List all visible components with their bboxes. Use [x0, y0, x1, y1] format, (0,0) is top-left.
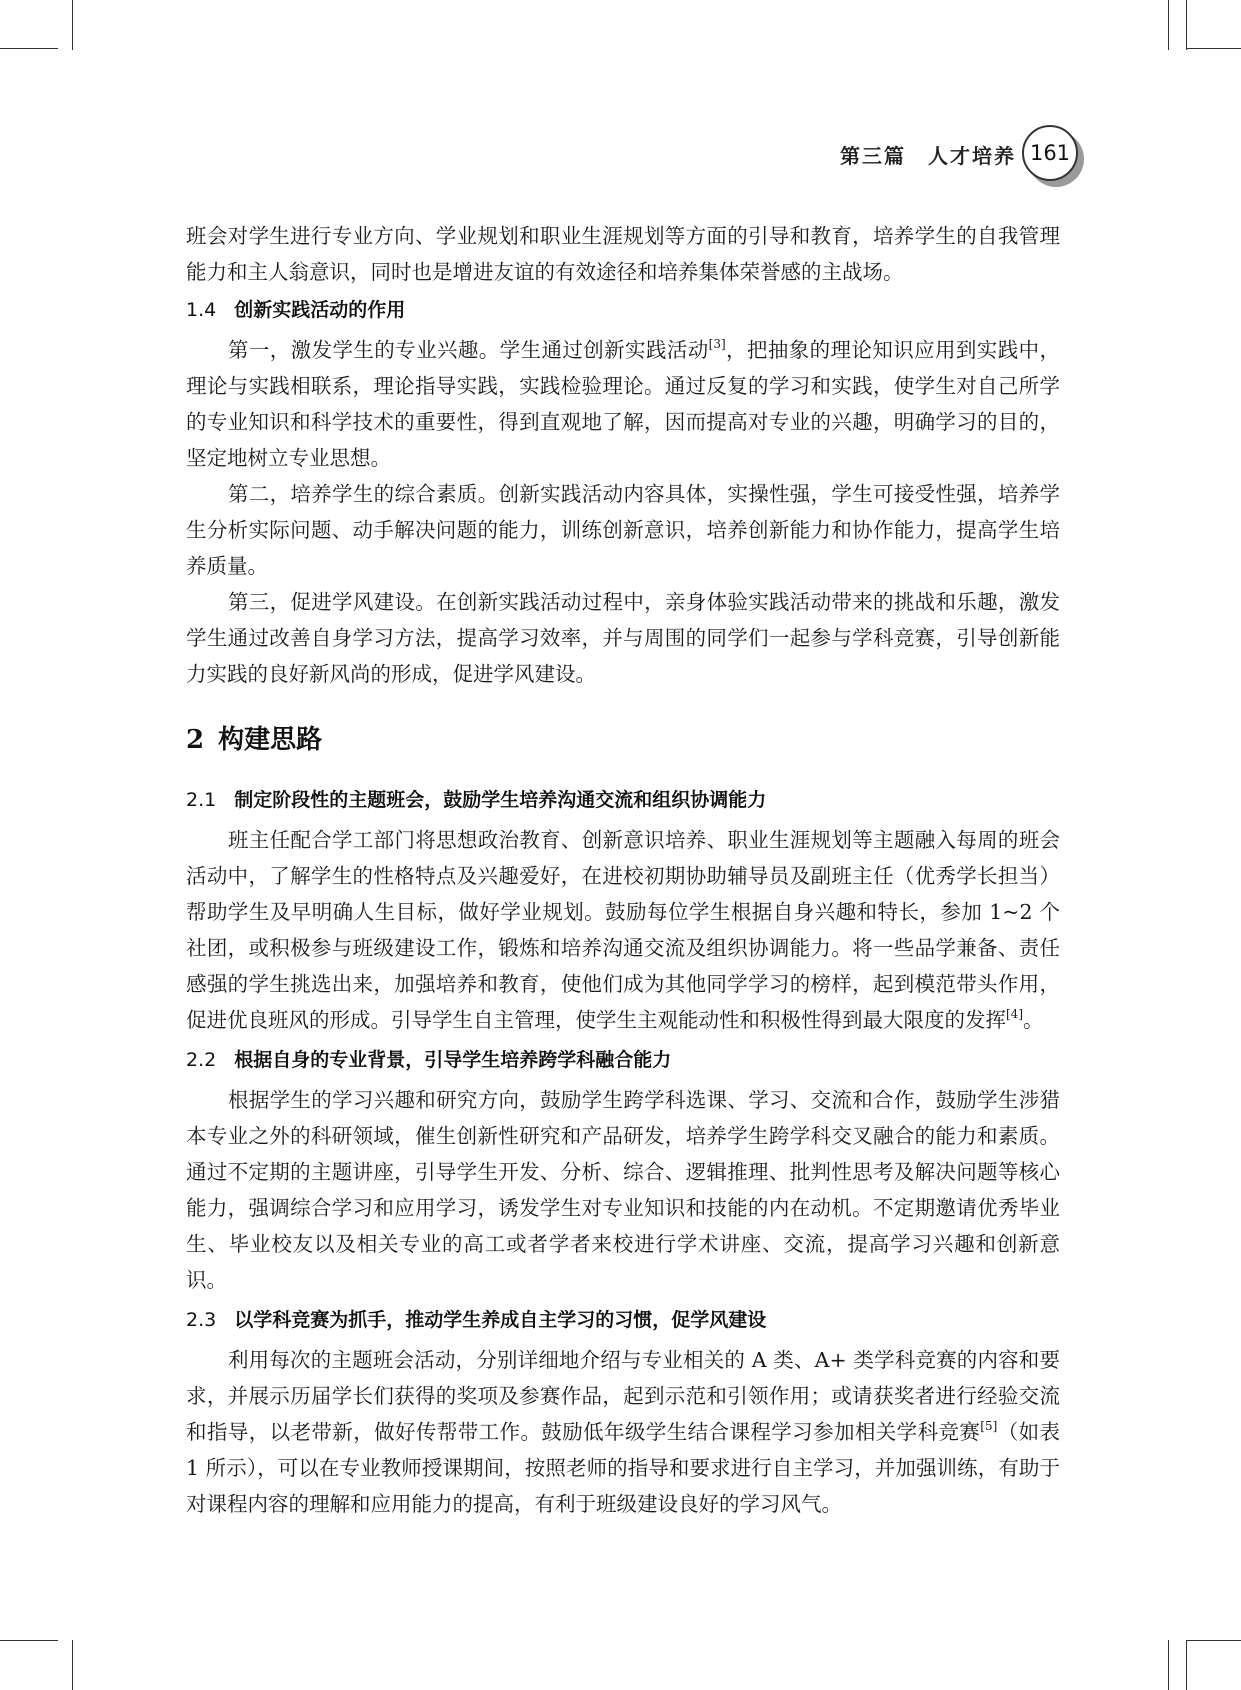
page-body	[186, 218, 1060, 1522]
citation-ref: [5]	[980, 1419, 998, 1433]
paragraph	[186, 332, 1060, 476]
crop-mark-top-right-h	[1186, 48, 1241, 49]
paragraph: 根据学生的学习兴趣和研究方向，鼓励学生跨学科选课、学习、交流和合作，鼓励学生涉猎本专业之外的科研领域，催生创新性研究和产品研发，培养学生跨学科交叉融合的能力和素质。通过不定期的主题讲座，引导学生开发、分析、综合、逻辑推理、批判性思考及解决问题等核心能力，强调综合学习和应用学习，诱发学生对专业知识和技能的内在动机。不定期邀请优秀毕业生、毕业校友以及相关专业的高工或者学者来校进行学术讲座、交流，提高学习兴趣和创新意识。	[186, 1088, 1060, 1292]
chapter-number: 2	[186, 725, 205, 755]
paragraph	[186, 822, 1060, 1038]
section-number: 2.3	[186, 1309, 217, 1331]
paragraph-text: 利用每次的主题班会活动，分别详细地介绍与专业相关的 A 类、A+ 类学科竞赛的内容和要求，并展示历届学长们获得的奖项及参赛作品，起到示范和引领作用；或请获奖者进行经验交流和指导，以老带新，做好传帮带工作。鼓励低年级学生结合课程学习参加相关学科竞赛	[186, 1348, 1060, 1444]
chapter-heading-2	[186, 720, 1060, 760]
section-title: 创新实践活动的作用	[234, 299, 406, 321]
page-number: 161	[1022, 125, 1078, 181]
paragraph: 第三，促进学风建设。在创新实践活动过程中，亲身体验实践活动带来的挑战和乐趣，激发学生通过改善自身学习方法，提高学习效率，并与周围的同学们一起参与学科竞赛，引导创新能力实践的良好新风尚的形成，促进学风建设。	[186, 590, 1060, 686]
paragraph	[186, 1342, 1060, 1522]
crop-mark-top-left-h	[0, 48, 58, 49]
paragraph: 班会对学生进行专业方向、学业规划和职业生涯规划等方面的引导和教育，培养学生的自我管理能力和主人翁意识，同时也是增进友谊的有效途径和培养集体荣誉感的主战场。	[186, 224, 1060, 284]
section-number: 2.2	[186, 1049, 217, 1071]
section-title: 以学科竞赛为抓手，推动学生养成自主学习的习惯，促学风建设	[234, 1309, 767, 1331]
chapter-title: 构建思路	[218, 725, 323, 755]
running-head-title: 第三篇 人才培养	[840, 144, 1016, 168]
section-number: 1.4	[186, 299, 217, 321]
paragraph-text: ，把抽象的理论知识应用到实践中，理论与实践相联系，理论指导实践，实践检验理论。通过反复的学习和实践，使学生对自己所学的专业知识和科学技术的重要性，得到直观地了解，因而提高对专业的兴趣，明确学习的目的，坚定地树立专业思想。	[186, 338, 1060, 470]
section-heading-1-4	[186, 292, 1060, 328]
paragraph-text: （如表 1 所示），可以在专业教师授课期间，按照老师的指导和要求进行自主学习，并加强训练，有助于对课程内容的理解和应用能力的提高，有利于班级建设良好的学习风气。	[186, 1420, 1061, 1516]
paragraph-text: 班主任配合学工部门将思想政治教育、创新意识培养、职业生涯规划等主题融入每周的班会活动中，了解学生的性格特点及兴趣爱好，在进校初期协助辅导员及副班主任（优秀学长担当）帮助学生及早明确人生目标，做好学业规划。鼓励每位学生根据自身兴趣和特长，参加 1~2 个社团，或积极参与班级建设工作，锻炼和培养沟通交流及组织协调能力。将一些品学兼备、责任感强的学生挑选出来，加强培养和教育，使他们成为其他同学学习的榜样，起到模范带头作用，促进优良班风的形成。引导学生自主管理，使学生主观能动性和积极性得到最大限度的发挥	[186, 828, 1060, 1032]
citation-ref: [4]	[1006, 1007, 1023, 1021]
section-title: 根据自身的专业背景，引导学生培养跨学科融合能力	[234, 1049, 672, 1071]
crop-mark-top-right-v2	[1186, 0, 1187, 50]
crop-mark-bottom-left-h	[0, 1640, 58, 1641]
section-title: 制定阶段性的主题班会，鼓励学生培养沟通交流和组织协调能力	[234, 789, 767, 811]
crop-mark-top-left-v	[72, 0, 73, 50]
crop-mark-bottom-left-v	[72, 1640, 73, 1690]
section-heading-2-1	[186, 782, 1060, 818]
citation-ref: [3]	[708, 337, 726, 351]
crop-mark-top-right-v	[1168, 0, 1169, 50]
paragraph: 第二，培养学生的综合素质。创新实践活动内容具体，实操性强，学生可接受性强，培养学生分析实际问题、动手解决问题的能力，训练创新意识，培养创新能力和协作能力，提高学生培养质量。	[186, 482, 1060, 578]
paragraph-text: 第一，激发学生的专业兴趣。学生通过创新实践活动	[228, 338, 709, 362]
crop-mark-bottom-right-v2	[1186, 1640, 1187, 1690]
crop-mark-bottom-right-h	[1186, 1640, 1241, 1641]
section-number: 2.1	[186, 789, 217, 811]
section-heading-2-3	[186, 1302, 1060, 1338]
section-heading-2-2	[186, 1042, 1060, 1078]
paragraph-text: 。	[1023, 1008, 1044, 1032]
crop-mark-bottom-right-v	[1168, 1640, 1169, 1690]
